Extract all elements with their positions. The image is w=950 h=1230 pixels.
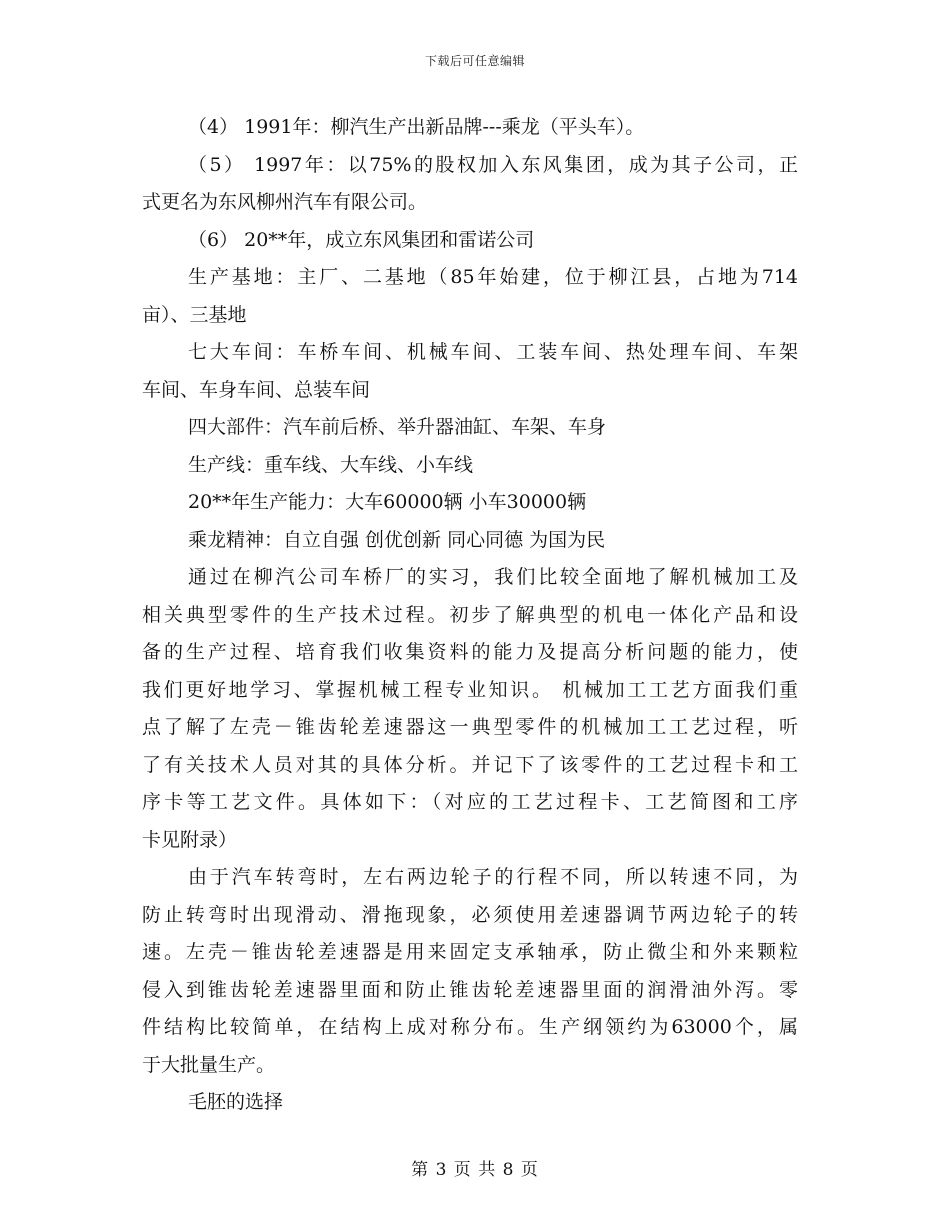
- page-footer: 第 3 页 共 8 页: [411, 1160, 539, 1180]
- text-line: 速。左壳－锥齿轮差速器是用来固定支承轴承，防止微尘和外来颗粒: [142, 941, 798, 963]
- text-line: （4） 1991年：柳汽生产出新品牌---乘龙（平头车）。: [188, 116, 645, 138]
- text-line: 侵入到锥齿轮差速器里面和防止锥齿轮差速器里面的润滑油外泻。零: [142, 978, 798, 1001]
- text-line: 相关典型零件的生产技术过程。初步了解典型的机电一体化产品和设: [142, 603, 798, 626]
- text-line: 了有关技术人员对其的具体分析。并记下了该零件的工艺过程卡和工: [142, 753, 798, 776]
- text-line: （6） 20**年，成立东风集团和雷诺公司: [188, 228, 535, 251]
- text-line: 20**年生产能力：大车60000辆 小车30000辆: [188, 491, 587, 513]
- text-line: 于大批量生产。: [142, 1053, 276, 1076]
- text-line: 点了解了左壳－锥齿轮差速器这一典型零件的机械加工工艺过程，听: [142, 716, 798, 738]
- text-line: 亩）、三基地: [142, 303, 247, 326]
- text-line: 防止转弯时出现滑动、滑拖现象，必须使用差速器调节两边轮子的转: [142, 903, 798, 926]
- text-line: 四大部件：汽车前后桥、举升器油缸、车架、车身: [188, 416, 607, 438]
- text-line: 七大车间：车桥车间、机械车间、工装车间、热处理车间、车架: [188, 341, 798, 363]
- text-line: 式更名为东风柳州汽车有限公司。: [142, 191, 428, 213]
- text-line: 乘龙精神：自立自强 创优创新 同心同德 为国为民: [188, 528, 606, 551]
- text-line: 件结构比较简单，在结构上成对称分布。生产纲领约为63000个，属: [142, 1016, 798, 1038]
- text-line: 备的生产过程、培育我们收集资料的能力及提高分析问题的能力，使: [142, 641, 798, 663]
- section-heading: 毛胚的选择: [188, 1091, 284, 1113]
- page-header: 下载后可任意编辑: [424, 54, 525, 68]
- text-line: 生产线：重车线、大车线、小车线: [188, 453, 474, 476]
- text-line: 卡见附录）: [142, 828, 238, 851]
- text-line: 车间、车身车间、总装车间: [142, 378, 371, 401]
- text-line: 我们更好地学习、掌握机械工程专业知识。 机械加工工艺方面我们重: [142, 678, 798, 701]
- text-line: 通过在柳汽公司车桥厂的实习，我们比较全面地了解机械加工及: [188, 566, 798, 588]
- text-line: 序卡等工艺文件。具体如下：（对应的工艺过程卡、工艺简图和工序: [142, 791, 798, 813]
- text-line: 生产基地：主厂、二基地（85年始建，位于柳江县，占地为714: [188, 266, 798, 288]
- text-line: 由于汽车转弯时，左右两边轮子的行程不同，所以转速不同，为: [188, 866, 798, 888]
- document-body: [142, 109, 798, 1122]
- text-line: （5） 1997年：以75%的股权加入东风集团，成为其子公司，正: [188, 153, 798, 176]
